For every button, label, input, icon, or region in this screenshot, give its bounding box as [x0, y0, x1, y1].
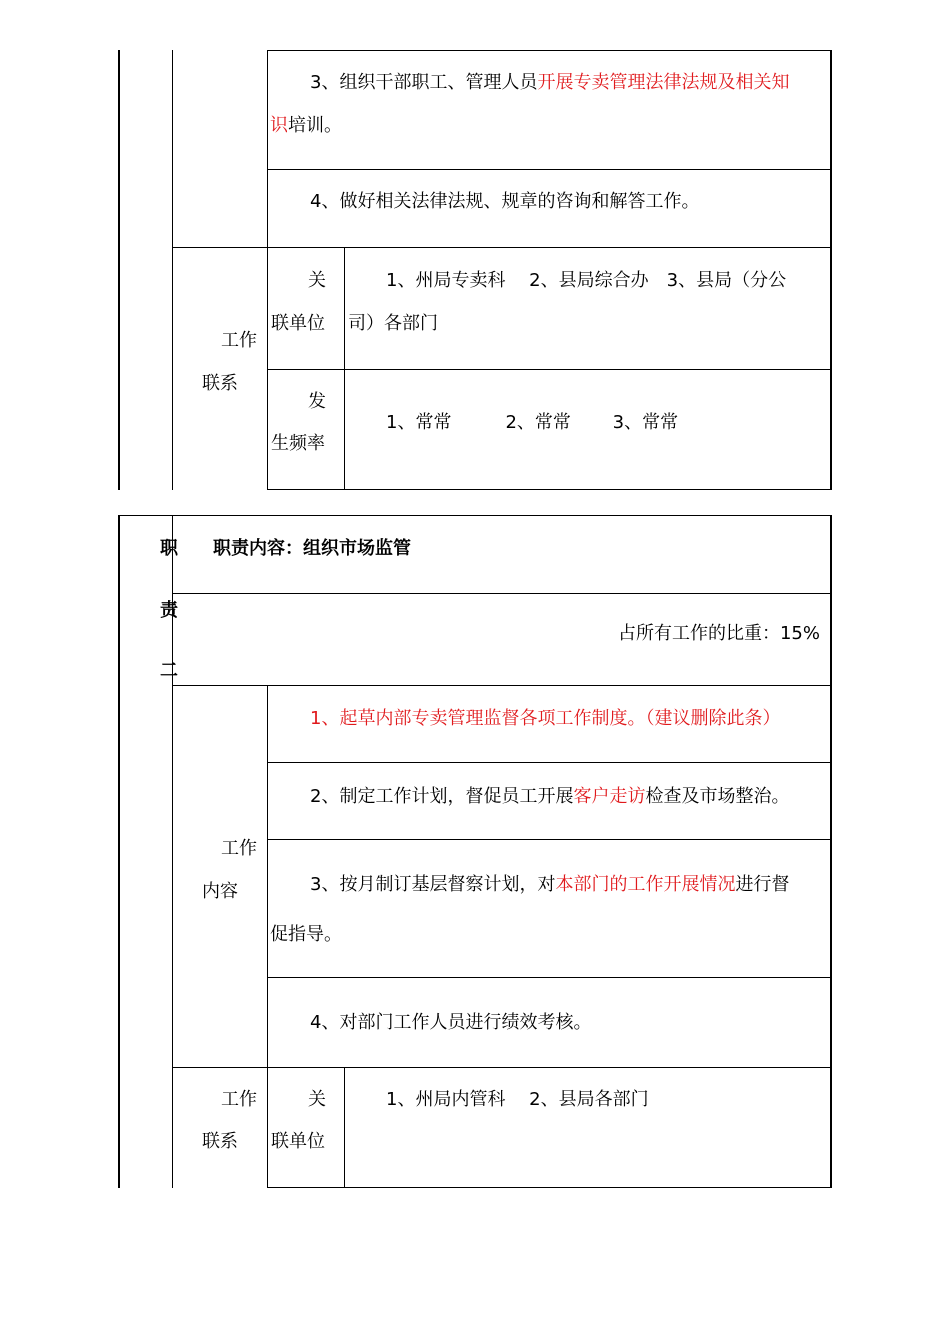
duty2-item2-tail: 检查及市场整治。	[645, 786, 790, 807]
duty2-side-title-2: 责	[160, 600, 178, 621]
duty2-units-label-b: 联单位	[271, 1131, 325, 1152]
duty1-contact-label-b: 联系	[202, 373, 238, 394]
duty2-side-title-1: 职	[160, 538, 178, 559]
duty1-units-label-b: 联单位	[271, 313, 325, 334]
duty1-units-line2: 司）各部门	[348, 313, 438, 334]
duty1-units-line1: 1、州局专卖科 2、县局综合办 3、县局（分公	[386, 270, 787, 291]
duty2-item3-tail: 进行督	[735, 874, 790, 895]
duty1-units-label-a: 关	[308, 270, 326, 291]
duty2-work-label-a: 工作	[221, 838, 257, 859]
duty2-item2-text: 2、制定工作计划，督促员工开展	[310, 786, 574, 807]
duty2-contact-label-b: 联系	[202, 1131, 238, 1152]
duty2-weight: 占所有工作的比重：15%	[617, 623, 820, 644]
duty1-freq-label-b: 生频率	[271, 433, 325, 454]
duty2-item3-line1	[310, 876, 789, 894]
duty1-item3-tail: 培训。	[288, 115, 342, 136]
duty1-item3-highlight: 开展专卖管理法律法规及相关知	[537, 72, 790, 93]
duty1-item3-line2	[270, 117, 342, 135]
duty2-work-label-b: 内容	[202, 881, 238, 902]
duty2-content-title: 职责内容：组织市场监管	[213, 538, 411, 559]
duty2-contact-label-a: 工作	[221, 1089, 257, 1110]
duty2-item3-line2: 促指导。	[270, 924, 342, 945]
duty2-side-title-3: 二	[160, 660, 178, 681]
duty2-units-text: 1、州局内管科 2、县局各部门	[386, 1089, 649, 1110]
duty2-item3-text: 3、按月制订基层督察计划，对	[310, 874, 556, 895]
duty1-item3-line1	[310, 74, 789, 92]
duty2-item4: 4、对部门工作人员进行绩效考核。	[310, 1012, 592, 1033]
duty1-contact-label-a: 工作	[221, 330, 257, 351]
duty1-freq-label-a: 发	[308, 391, 326, 412]
duty1-item4: 4、做好相关法律法规、规章的咨询和解答工作。	[310, 191, 700, 212]
duty2-units-label-a: 关	[308, 1089, 326, 1110]
duty1-freq-text: 1、常常 2、常常 3、常常	[386, 412, 679, 433]
duty1-item3-text: 3、组织干部职工、管理人员	[310, 72, 538, 93]
duty2-item3-highlight: 本部门的工作开展情况	[555, 874, 736, 895]
duty1-item3-highlight-end: 识	[270, 115, 288, 136]
duty2-item2-highlight: 客户走访	[573, 786, 646, 807]
duty2-item2	[310, 788, 789, 806]
duty2-item1: 1、起草内部专卖管理监督各项工作制度。（建议删除此条）	[310, 708, 781, 729]
